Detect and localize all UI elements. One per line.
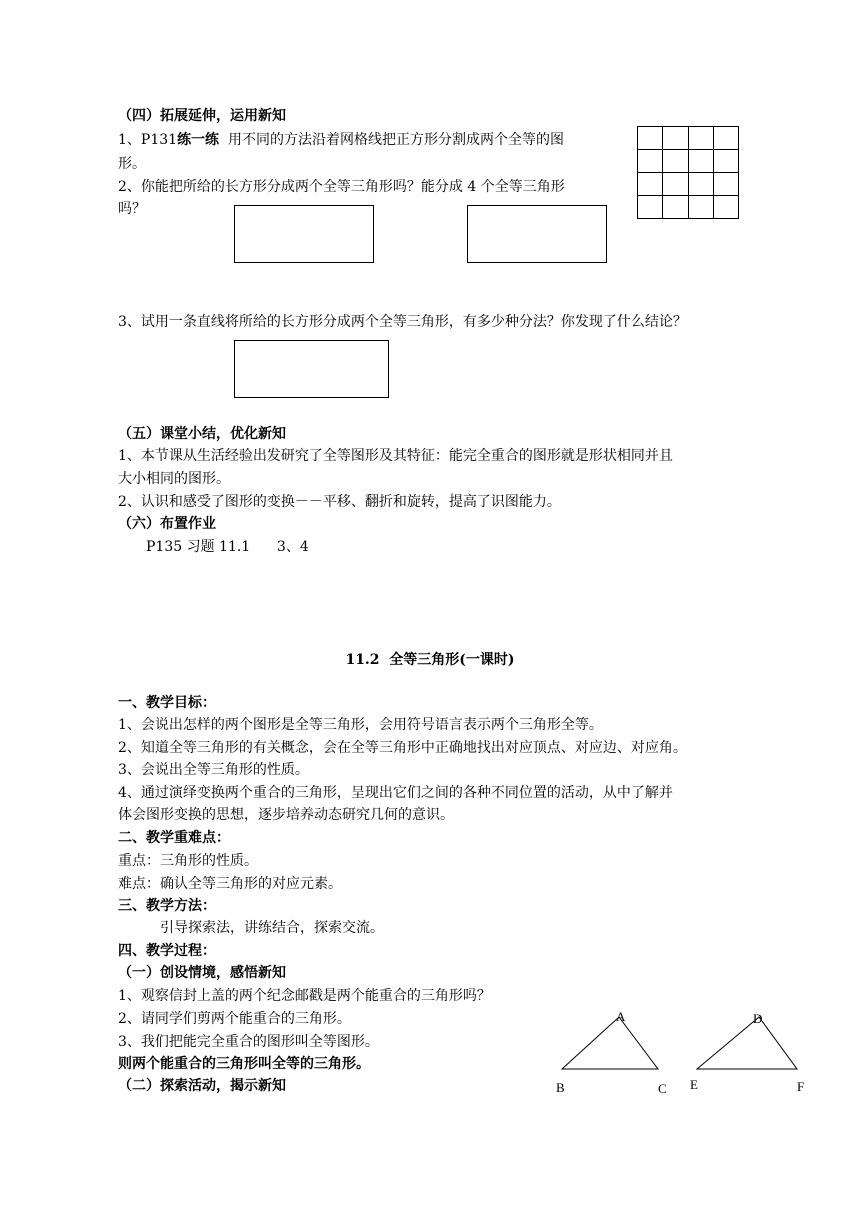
section5-heading: （五）课堂小结，优化新知: [118, 426, 286, 442]
difficulty: 难点：确认全等三角形的对应元素。: [118, 876, 342, 892]
key-heading: 二、教学重难点：: [118, 830, 230, 846]
step1-conclusion: 则两个能重合的三角形叫全等的三角形。: [118, 1056, 370, 1072]
triangle-def: [697, 1017, 797, 1069]
goal-3: 3、会说出全等三角形的性质。: [118, 762, 309, 778]
section4-item2-line1: 2、你能把所给的长方形分成两个全等三角形吗？能分成 4 个全等三角形: [118, 179, 565, 195]
process-heading: 四、教学过程：: [118, 943, 216, 959]
section4-item3: 3、试用一条直线将所给的长方形分成两个全等三角形，有多少种分法？你发现了什么结论？: [118, 314, 687, 330]
method-text: 引导探索法，讲练结合，探索交流。: [160, 920, 384, 936]
step1-item1: 1、观察信封上盖的两个纪念邮戳是两个能重合的三角形吗？: [118, 988, 491, 1004]
method-heading: 三、教学方法：: [118, 898, 216, 914]
vertex-label-c: C: [658, 1081, 667, 1096]
homework-text: P135 习题 11.1 3、4: [146, 539, 309, 555]
section6-heading: （六）布置作业: [118, 516, 216, 532]
section5-item2: 2、认识和感受了图形的变换－－平移、翻折和旋转，提高了识图能力。: [118, 494, 561, 510]
step1-heading: （一）创设情境，感悟新知: [118, 965, 286, 981]
item1-rest: 用不同的方法沿着网格线把正方形分割成两个全等的图: [219, 132, 564, 148]
goal-1: 1、会说出怎样的两个图形是全等三角形，会用符号语言表示两个三角形全等。: [118, 717, 603, 733]
section4-item1-line2: 形。: [118, 156, 146, 172]
step2-heading: （二）探索活动，揭示新知: [118, 1078, 286, 1094]
vertex-label-b: B: [556, 1080, 565, 1095]
goal-4-line1: 4、通过演绎变换两个重合的三角形，呈现出它们之间的各种不同位置的活动，从中了解并: [118, 785, 673, 801]
triangle-abc: [562, 1017, 658, 1069]
vertex-label-e: E: [690, 1077, 698, 1092]
section5-item1-line1: 1、本节课从生活经验出发研究了全等图形及其特征：能完全重合的图形就是形状相同并且: [118, 448, 673, 464]
section4-item2-line2: 吗？: [118, 201, 146, 217]
item1-prefix: 1、P131: [118, 132, 178, 148]
goal-4-line2: 体会图形变换的思想，逐步培养动态研究几何的意识。: [118, 807, 454, 823]
section4-heading: （四）拓展延伸，运用新知: [118, 108, 286, 124]
vertex-label-d: D: [753, 1011, 763, 1026]
vertex-label-f: F: [797, 1079, 805, 1094]
step1-item2: 2、请同学们剪两个能重合的三角形。: [118, 1011, 351, 1027]
goal-2: 2、知道全等三角形的有关概念，会在全等三角形中正确地找出对应顶点、对应边、对应角。: [118, 740, 687, 756]
vertex-label-a: A: [616, 1009, 626, 1024]
key-point: 重点：三角形的性质。: [118, 853, 258, 869]
goals-heading: 一、教学目标：: [118, 695, 216, 711]
lesson-title: 11.2 全等三角形(一课时): [345, 652, 515, 668]
step1-item3: 3、我们把能完全重合的图形叫全等图形。: [118, 1034, 379, 1050]
item1-bold: 练一练: [177, 132, 220, 148]
section5-item1-line2: 大小相同的图形。: [118, 471, 230, 487]
